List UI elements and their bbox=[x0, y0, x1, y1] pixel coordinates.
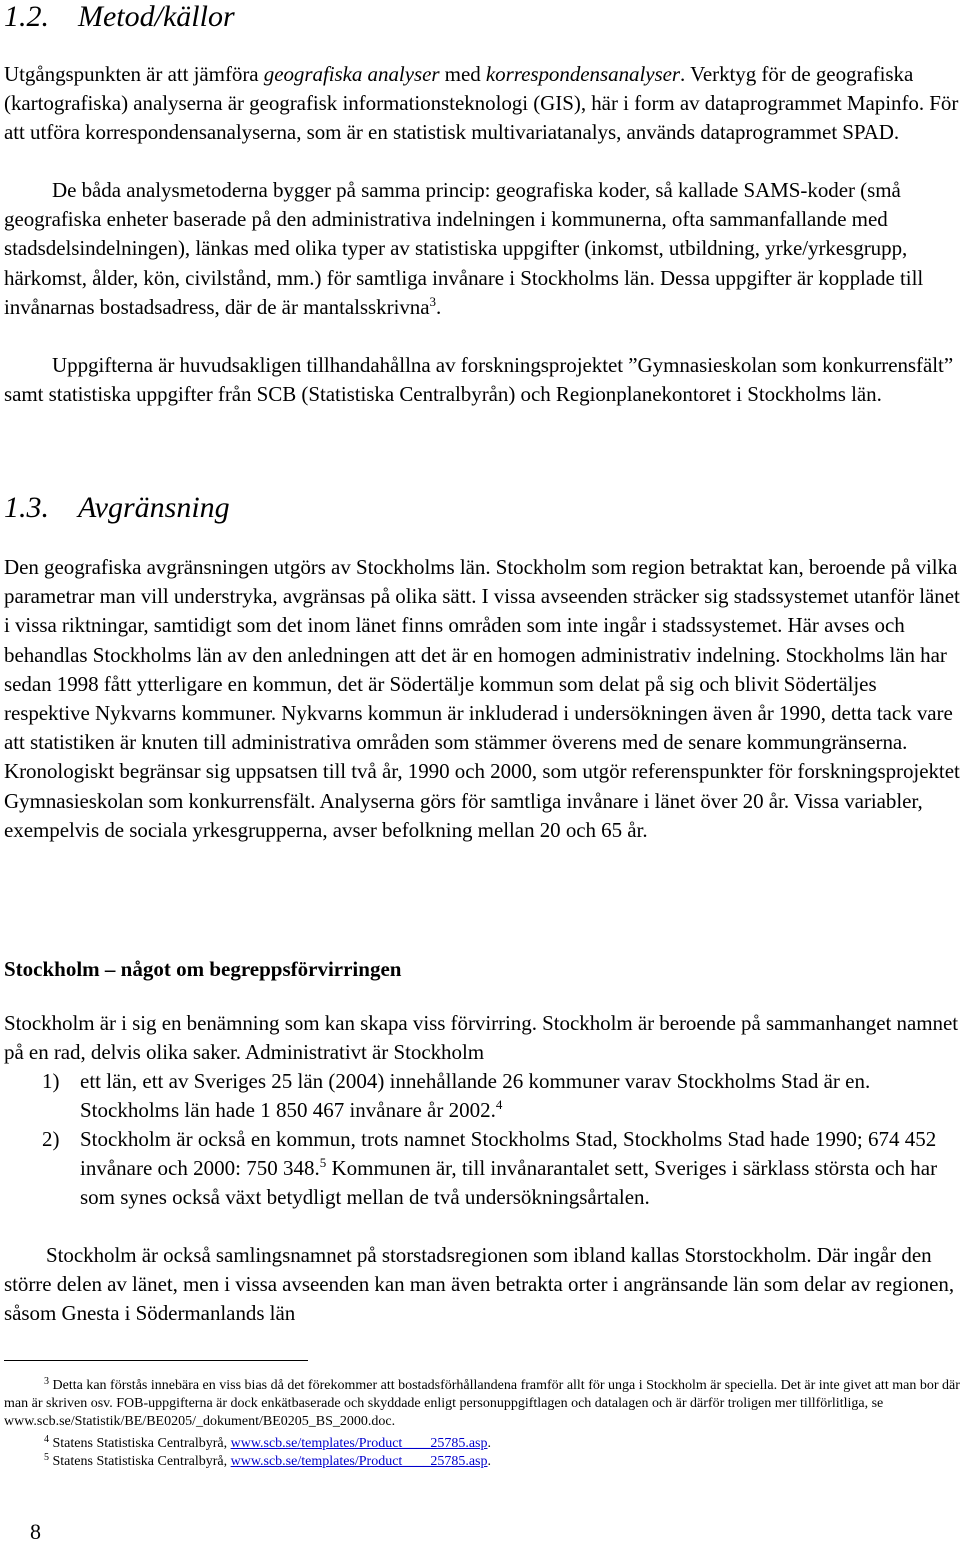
footnote-marker: 4 bbox=[44, 1434, 49, 1445]
section-heading-1-2 bbox=[4, 0, 235, 34]
footnote-link[interactable]: www.scb.se/templates/Product____25785.asp bbox=[230, 1454, 488, 1469]
footnote-text: Statens Statistiska Centralbyrå, bbox=[52, 1436, 231, 1451]
footnote-separator bbox=[4, 1360, 308, 1361]
section-number: 1.2. bbox=[4, 0, 49, 33]
list-marker: 2) bbox=[42, 1127, 60, 1151]
footnote-ref-5[interactable]: 5 bbox=[319, 1155, 327, 1170]
subsection-heading: Stockholm – något om begreppsförvirringen bbox=[4, 957, 402, 981]
footnote-3 bbox=[4, 1377, 960, 1431]
text-run: Uppgifterna är huvudsakligen tillhandahållna av forskningsprojektet ”Gymnasieskolan som konkurrensfält” samt statistiska uppgifter från SCB (Statistiska Centralbyrån) och Regionplanekontoret i Stockholms län. bbox=[4, 353, 954, 407]
footnote-4: $^4$ Statens Statistiska Centralbyrå, www.scb.se/templates/Product____25785.asp. bbox=[44, 1434, 491, 1451]
list-item bbox=[4, 1067, 960, 1125]
paragraph-data-sources bbox=[4, 351, 960, 409]
list-marker: 1) bbox=[42, 1069, 60, 1093]
section-title: Avgränsning bbox=[78, 491, 230, 524]
footnote-link[interactable]: www.scb.se/templates/Product____25785.asp bbox=[230, 1436, 488, 1451]
text-run: med bbox=[439, 62, 486, 86]
footnote-text: Statens Statistiska Centralbyrå, bbox=[52, 1454, 231, 1469]
footnote-marker: 5 bbox=[44, 1452, 49, 1463]
paragraph-method-intro bbox=[4, 60, 960, 148]
text-run: . bbox=[435, 294, 442, 319]
emphasis-geographic-analyses: geografiska analyser bbox=[263, 62, 440, 86]
text-run: Stockholm är också samlingsnamnet på storstadsregionen som ibland kallas Storstockholm. Där ingår den större delen av länet, men i vissa avseenden kan man även betrakta orter i angränsande län som delar av regionen, såsom Gnesta i Södermanlands län bbox=[4, 1243, 955, 1326]
list-item bbox=[4, 1125, 960, 1212]
paragraph-delimitation: Den geografiska avgränsningen utgörs av Stockholms län. Stockholm som region betraktat kan, beroende på vilka parametrar man vill understryka, avgränsas på olika sätt. I vissa avseenden sträcker sig stadssystemet utanför länet i vissa riktningar, samtidigt som det inom länet finns områden som inte ingår i stadssystemet. Här avses och behandlas Stockholms län av den anledningen att det är en homogen administrativ indelning. Stockholms län har sedan 1998 fått ytterligare en kommun, det är Södertälje kommun som delat på sig och blivit Södertäljes respektive Nykvarns kommuner. Nykvarns kommun är inkluderad i undersökningen även år 1990, detta tack vare att statistiken är knuten till administrativa områden som stämmer överens med de senare kommungränserna. Kronologiskt begränsar sig uppsatsen till två år, 1990 och 2000, som utgör referenspunkter för forskningsprojektet Gymnasieskolan som konkurrensfält. Analyserna görs för samtliga invånare i länet över 20 år. Vissa variabler, exempelvis de sociala yrkesgrupperna, avser befolkning mellan 20 och 65 år. bbox=[4, 555, 960, 842]
paragraph-analysis-methods bbox=[4, 176, 960, 322]
text-run: . Verktyg för de geografiska (kartografiska) analyserna är geografisk informationsteknologi (GIS), här i form av dataprogrammet Mapinfo. För att utföra korrespondensanalyserna, som är en statistisk multivariatanalys, används dataprogrammet SPAD. bbox=[4, 62, 959, 145]
footnote-ref-3[interactable]: 3 bbox=[429, 293, 436, 309]
paragraph-storstockholm bbox=[4, 1241, 960, 1329]
list-item-text: Kommunen är, till invånarantalet sett, Sveriges i särklass största och har som synes också växt betydligt mellan de två undersökningsårtalen. bbox=[80, 1156, 938, 1209]
section-title: Metod/källor bbox=[78, 0, 235, 33]
section-heading-1-3 bbox=[4, 491, 230, 525]
list-item-text: ett län, ett av Sveriges 25 län (2004) innehållande 26 kommuner varav Stockholms Stad är en. Stockholms län hade 1 850 467 invånare år 2002. bbox=[80, 1069, 871, 1122]
text-run: De båda analysmetoderna bygger på samma princip: geografiska koder, så kallade SAMS-koder (små geografiska enheter baserade på den administrativa indelningen i kommunerna, ofta sammanfallande med stadsdelsindelningen), länkas med olika typer av statistiska uppgifter (inkomst, utbildning, yrke/yrkesgrupp, härkomst, ålder, kön, civilstånd, mm.) för samtliga invånare i Stockholms län. Dessa uppgifter är kopplade till invånarnas bostadsadress, där de är mantalsskrivna bbox=[4, 178, 924, 319]
page-number: 8 bbox=[30, 1519, 41, 1544]
text-run: Utgångspunkten är att jämföra bbox=[4, 62, 264, 86]
list-item-text: Stockholm är också en kommun, trots namnet Stockholms Stad, Stockholms Stad hade 1990; 674 452 invånare och 2000: 750 348. bbox=[80, 1127, 937, 1180]
paragraph-stockholm-intro: Stockholm är i sig en benämning som kan skapa viss förvirring. Stockholm är beroende på sammanhanget namnet på en rad, delvis olika saker. Administrativt är Stockholm bbox=[4, 1011, 959, 1065]
footnote-ref-4[interactable]: 4 bbox=[495, 1097, 503, 1112]
footnote-text: Detta kan förstås innebära en viss bias då det förekommer att bostadsförhållandena framför allt för unga i Stockholm är speciella. Det är inte givet att man bor där man är skriven osv. FOB-uppgifterna är dock enkätbaserade och skyddade enligt personuppgiftlagen och datalagen och är därför troligen mer tillförlitliga, se www.scb.se/Statistik/BE/BE0205/_dokument/BE0205_BS_2000.doc. bbox=[4, 1378, 960, 1429]
footnote-marker: 3 bbox=[44, 1376, 49, 1387]
footnote-5: $^5$ Statens Statistiska Centralbyrå, www.scb.se/templates/Product____25785.asp. bbox=[44, 1452, 491, 1469]
numbered-list bbox=[4, 1067, 960, 1212]
section-number: 1.3. bbox=[4, 491, 49, 524]
emphasis-correspondence-analyses: korrespondensanalyser bbox=[485, 62, 681, 86]
